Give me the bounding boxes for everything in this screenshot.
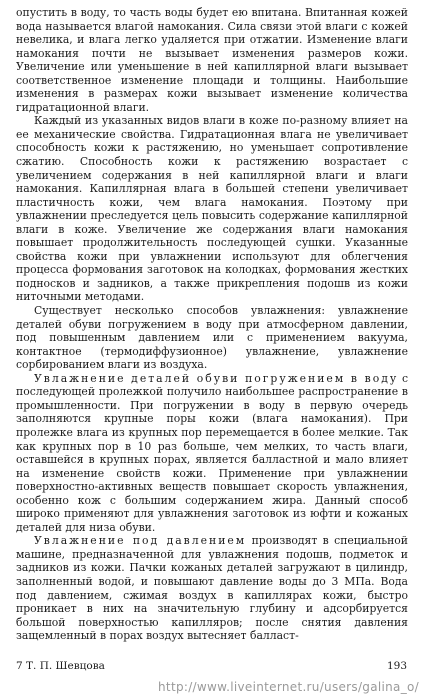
footer-signature: 7 Т. П. Шевцова: [16, 660, 105, 672]
paragraph: Каждый из указанных видов влаги в коже по-разному влияет на ее механические свойства. Гидратационная влага не увеличивает способность кожи к растяжению, но уменьшает сопротивление сжатию. Способность кожи к растяжению возрастает с увеличением содержания в ней капиллярной влаги и влаги намокания. Капиллярная влага в большей степени увеличивает пластичность кожи, чем влага намокания. Поэтому при увлажнении преследуется цель повысить содержание капиллярной влаги в коже. Увеличение же содержания влаги намокания повышает продолжительность последующей сушки. Указанные свойства кожи при увлажнении используют для облегчения процесса формования заготовок на колодках, формования жестких подносков и задников, а также прикрепления подошв из кожи ниточными методами.: [16, 114, 408, 304]
paragraph-body: с последующей пролежкой получило наибольшее распространение в промышленности. При погружении в воду в первую очередь заполняются крупные поры кожи (влага намокания). При пролежке влага из крупных пор перемещается в более мелкие. Так как крупных пор в 10 раз больше, чем мелких, то часть влаги, оставшейся в крупных порах, является балластной и мало влияет на изменение свойств кожи. Применение при увлажнении поверхностно-активных веществ повышает скорость увлажнения, особенно кож с большим содержанием жира. Данный способ широко применяют для увлажнения заготовок из юфти и кожаных деталей для низа обуви.: [16, 371, 409, 534]
paragraph: [16, 372, 408, 535]
page-number: 193: [386, 660, 407, 672]
watermark-url: http://www.liveinternet.ru/users/galina_o/: [158, 680, 419, 694]
text-column: [16, 6, 408, 643]
page-footer: [16, 659, 409, 673]
spaced-heading: Увлажнение деталей обуви погружением в воду: [34, 371, 399, 385]
paragraph: Существует несколько способов увлажнения: увлажнение деталей обуви погружением в воду при атмосферном давлении, под повышенным давлением или с применением вакуума, контактное (термодиффузионное) увлажнение, увлажнение сорбированием влаги из воздуха.: [16, 304, 408, 372]
spaced-heading: Увлажнение под давлением: [34, 534, 247, 548]
paragraph: опустить в воду, то часть воды будет ею впитана. Впитанная кожей вода называется влагой намокания. Сила связи этой влаги с кожей невелика, и влага легко удаляется при отжатии. Изменение влаги намокания почти не вызывает изменения размеров кожи. Увеличение или уменьшение в ней капиллярной влаги вызывает соответственное изменение площади и толщины. Наибольшие изменения в размерах кожи вызывает изменение количества гидратационной влаги.: [16, 6, 408, 114]
paragraph: [16, 534, 408, 642]
paragraph-body: производят в специальной машине, предназначенной для увлажнения подошв, подметок и задников из кожи. Пачки кожаных деталей загружают в цилиндр, заполненный водой, и повышают давление воды до 3 МПа. Вода под давлением, сжимая воздух в капиллярах кожи, быстро проникает в них на значительную глубину и адсорбируется большой поверхностью капилляров; после снятия давления защемленный в порах воздух вытесняет балласт-: [16, 534, 408, 643]
